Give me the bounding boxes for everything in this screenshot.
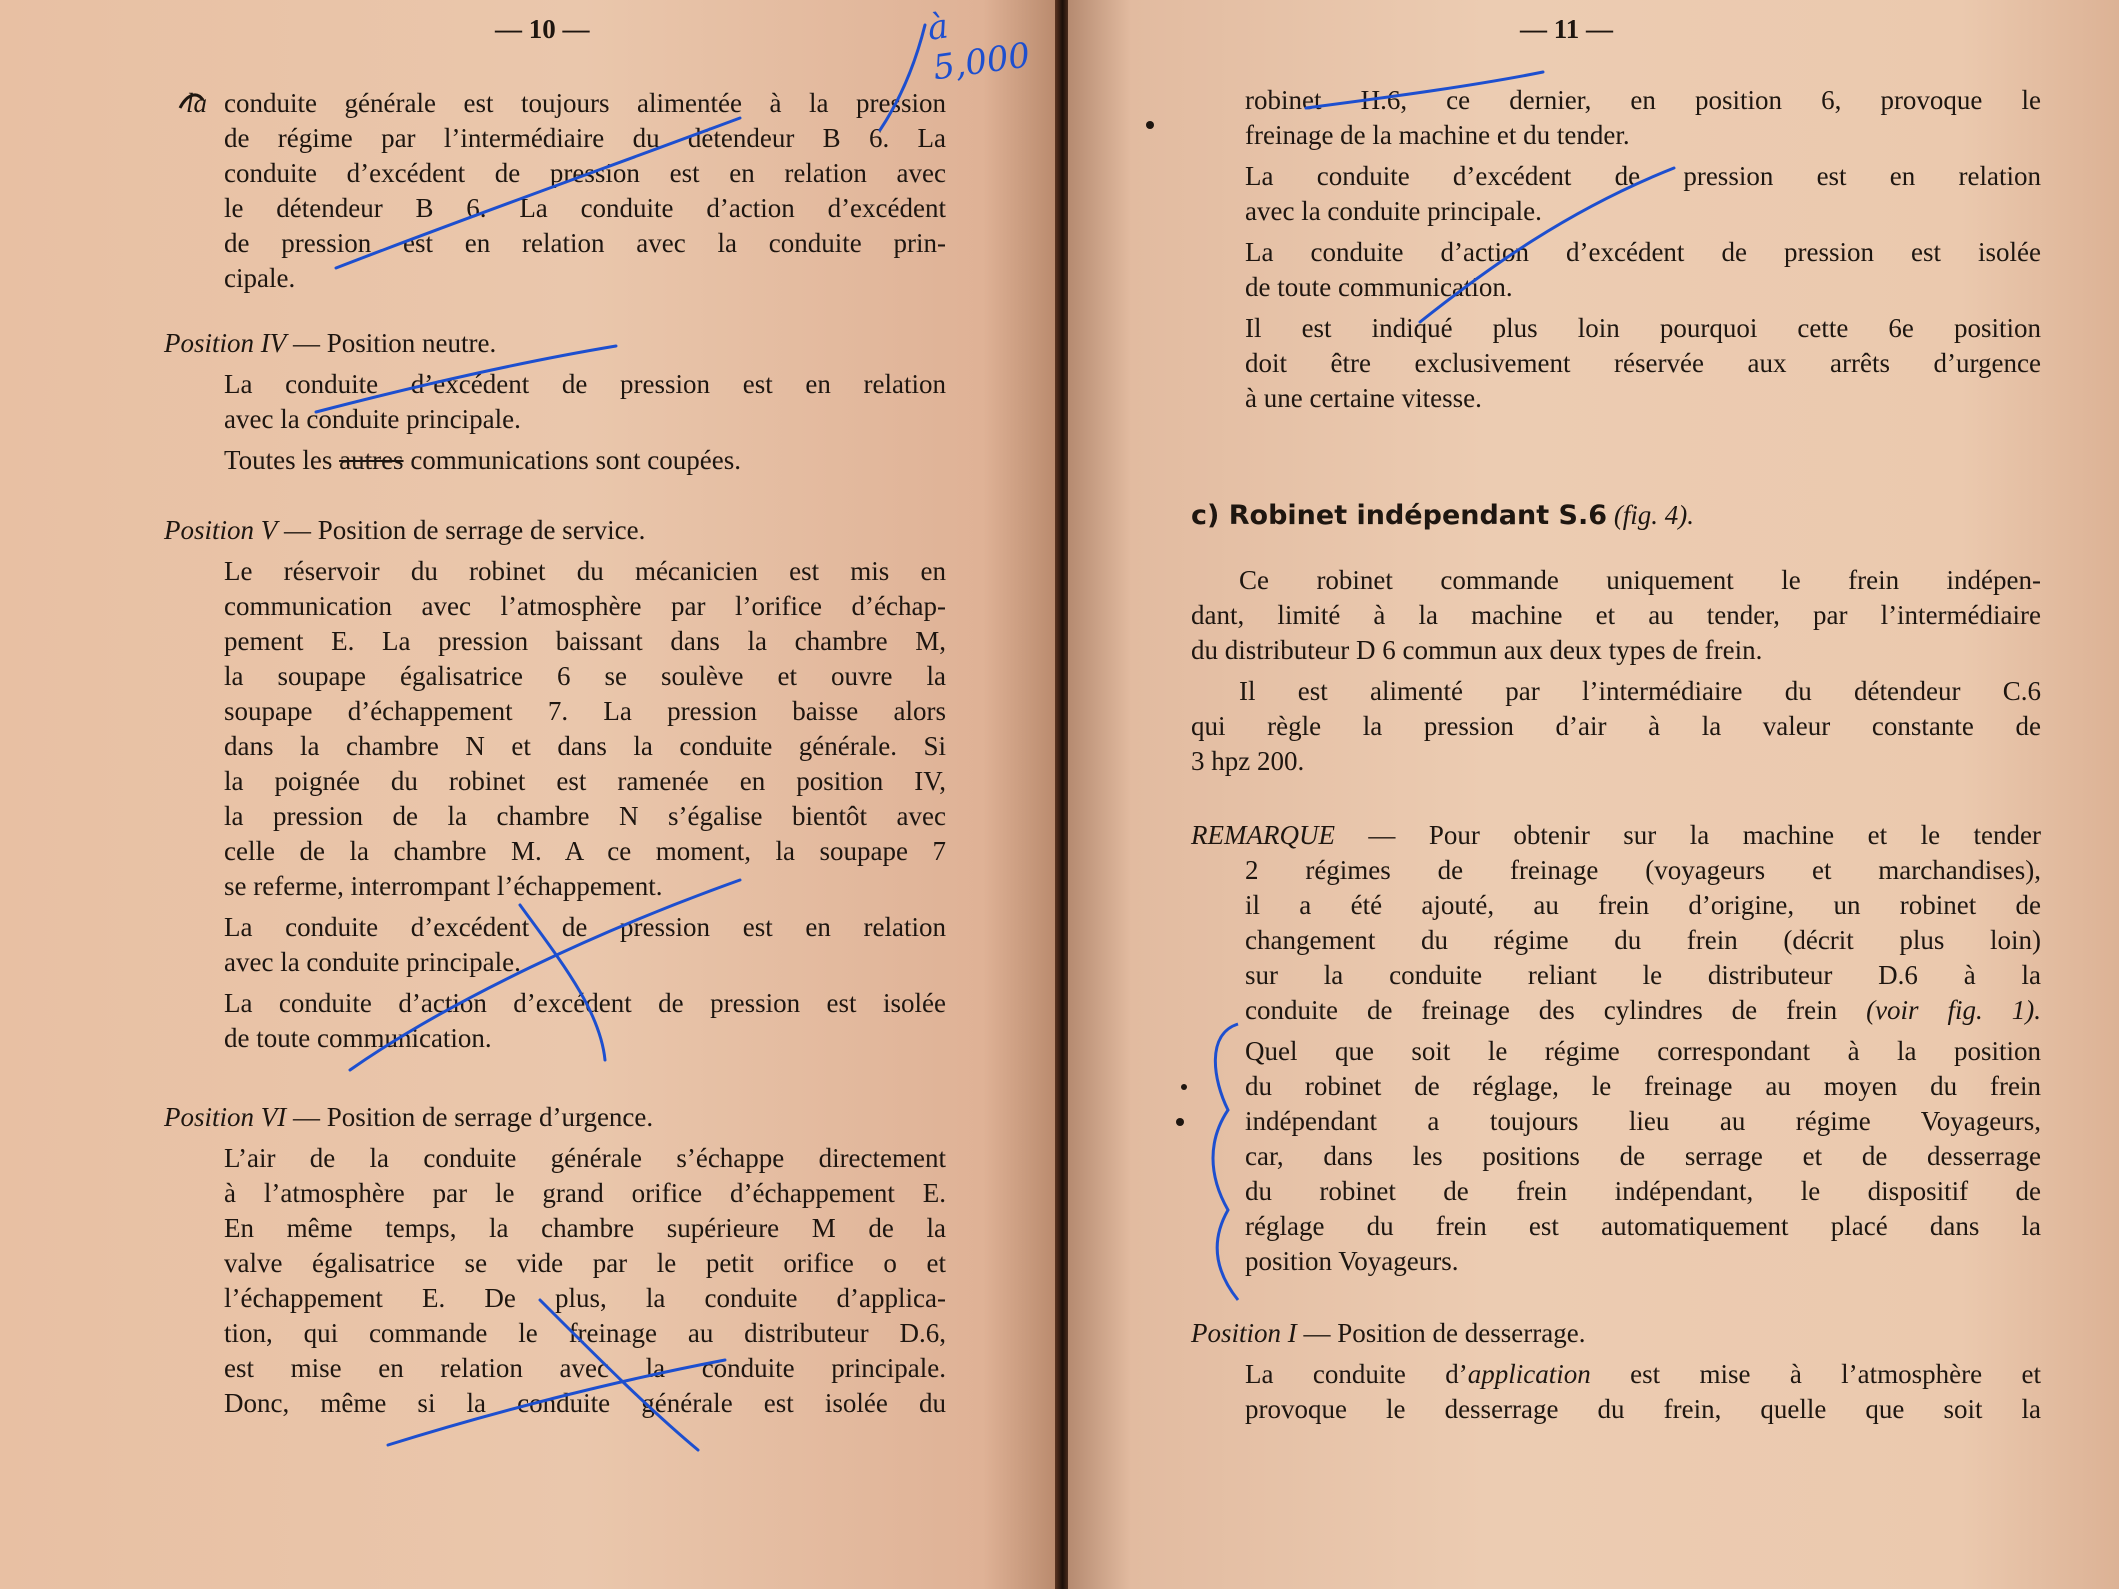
position-vi-section	[164, 1100, 946, 1421]
handwritten-correction: la	[186, 88, 208, 118]
text-line: à une certaine vitesse.	[1245, 383, 1482, 413]
position-heading: Position V — Position de serrage de service.	[164, 515, 646, 545]
text-line: indépendant a toujours lieu au régime Voyageurs,	[1245, 1106, 2041, 1136]
text-line: la soupape égalisatrice 6 se soulève et ouvre la	[224, 661, 946, 691]
text-line: pement E. La pression baissant dans la chambre M,	[224, 626, 946, 656]
text-line: conduite de freinage des cylindres de frein (voir fig. 1).	[1245, 995, 2041, 1025]
text-line: Toutes les autres communications sont coupées.	[224, 445, 741, 475]
text-line: avec la conduite principale.	[224, 404, 521, 434]
text-line: celle de la chambre M. A ce moment, la soupape 7	[224, 836, 946, 866]
text-line: valve égalisatrice se vide par le petit orifice o et	[224, 1248, 946, 1278]
text-line: En même temps, la chambre supérieure M de la	[224, 1213, 946, 1243]
text-line: La conduite d’application est mise à l’atmosphère et	[1245, 1359, 2041, 1389]
text-line: du distributeur D 6 commun aux deux types de frein.	[1191, 635, 1763, 665]
section-title: c) Robinet indépendant S.6 (fig. 4).	[1191, 500, 1695, 531]
text-line: La conduite d’excédent de pression est en relation	[1245, 161, 2041, 191]
text-line: soupape d’échappement 7. La pression baisse alors	[224, 696, 946, 726]
text-line: de régime par l’intermédiaire du détendeur B 6. La	[224, 123, 946, 153]
text-line: La conduite d’excédent de pression est en relation	[224, 369, 946, 399]
position-heading: Position IV — Position neutre.	[164, 328, 497, 358]
text-line: il a été ajouté, au frein d’origine, un robinet de	[1245, 890, 2041, 920]
text-line: Le réservoir du robinet du mécanicien est mis en	[224, 556, 946, 586]
text-line: est mise en relation avec la conduite principale.	[224, 1353, 946, 1383]
text-line: provoque le desserrage du frein, quelle que soit la	[1245, 1394, 2041, 1424]
ink-speck	[1146, 121, 1154, 129]
position-heading: Position VI — Position de serrage d’urgence.	[164, 1102, 654, 1132]
text-line: se referme, interrompant l’échappement.	[224, 871, 663, 901]
text-line: l’échappement E. De plus, la conduite d’applica-	[224, 1283, 946, 1313]
text-line: changement du régime du frein (décrit plus loin)	[1245, 925, 2041, 955]
page-number-left: — 10 —	[495, 14, 590, 44]
text-line: avec la conduite principale.	[224, 947, 521, 977]
text-line: avec la conduite principale.	[1245, 196, 1542, 226]
right-page	[1068, 0, 2119, 1589]
text-line: communication avec l’atmosphère par l’orifice d’échap-	[224, 591, 946, 621]
text-line: La conduite d’action d’excédent de pression est isolée	[224, 988, 946, 1018]
text-line: REMARQUE — Pour obtenir sur la machine et le tender	[1191, 820, 2041, 850]
text-line: le détendeur B 6. La conduite d’action d’excédent	[224, 193, 946, 223]
text-line: de pression est en relation avec la conduite prin-	[224, 228, 946, 258]
text-line: robinet H.6, ce dernier, en position 6, provoque le	[1245, 85, 2041, 115]
text-line: Quel que soit le régime correspondant à la position	[1245, 1036, 2041, 1066]
text-line: réglage du frein est automatiquement placé dans la	[1245, 1211, 2041, 1241]
text-line: doit être exclusivement réservée aux arrêts d’urgence	[1245, 348, 2041, 378]
position-v-section	[164, 513, 946, 1056]
text-line: dans la chambre N et dans la conduite générale. Si	[224, 731, 946, 761]
ink-speck	[1181, 1084, 1187, 1090]
left-page	[0, 0, 1057, 1589]
text-line: la pression de la chambre N s’égalise bientôt avec	[224, 801, 946, 831]
intro-paragraph	[186, 86, 946, 296]
page-number-right: — 11 —	[1520, 14, 1614, 44]
position-i-section	[1191, 1316, 2041, 1427]
position-iv-section	[164, 326, 946, 478]
text-line: dant, limité à la machine et au tender, par l’intermédiaire	[1191, 600, 2041, 630]
text-line: La conduite d’action d’excédent de pression est isolée	[1245, 237, 2041, 267]
text-line: Il est alimenté par l’intermédiaire du détendeur C.6	[1239, 676, 2041, 706]
continuation-block	[1245, 83, 2041, 416]
text-line: tion, qui commande le freinage au distributeur D.6,	[224, 1318, 946, 1348]
text-line: 3 hpz 200.	[1191, 746, 1305, 776]
remarque-block	[1191, 818, 2041, 1279]
text-line: sur la conduite reliant le distributeur D.6 à la	[1245, 960, 2041, 990]
text-line: du robinet de frein indépendant, le dispositif de	[1245, 1176, 2041, 1206]
text-line: la poignée du robinet est ramenée en position IV,	[224, 766, 946, 796]
text-line: cipale.	[224, 263, 296, 293]
text-line: Il est indiqué plus loin pourquoi cette 6e position	[1245, 313, 2041, 343]
text-line: Donc, même si la conduite générale est isolée du	[224, 1388, 946, 1418]
position-heading: Position I — Position de desserrage.	[1191, 1318, 1586, 1348]
text-line: qui règle la pression d’air à la valeur constante de	[1191, 711, 2041, 741]
text-line: de toute communication.	[1245, 272, 1513, 302]
text-line: la conduite générale est toujours alimentée à la pression	[224, 86, 946, 121]
text-line: position Voyageurs.	[1245, 1246, 1459, 1276]
text-line: du robinet de réglage, le freinage au moyen du frein	[1245, 1071, 2041, 1101]
text-line: Ce robinet commande uniquement le frein indépen-	[1239, 565, 2041, 595]
text-line: de toute communication.	[224, 1023, 492, 1053]
ink-speck	[1176, 1118, 1184, 1126]
text-line: à l’atmosphère par le grand orifice d’échappement E.	[224, 1178, 946, 1208]
description-block	[1191, 563, 2041, 779]
text-line: conduite d’excédent de pression est en relation avec	[224, 158, 946, 188]
text-line: 2 régimes de freinage (voyageurs et marchandises),	[1245, 855, 2041, 885]
text-line: car, dans les positions de serrage et de desserrage	[1245, 1141, 2041, 1171]
text-line: La conduite d’excédent de pression est en relation	[224, 912, 946, 942]
text-line: L’air de la conduite générale s’échappe directement	[224, 1143, 946, 1173]
margin-handwritten-note: à 5,000	[925, 6, 1033, 89]
text-line: freinage de la machine et du tender.	[1245, 120, 1630, 150]
